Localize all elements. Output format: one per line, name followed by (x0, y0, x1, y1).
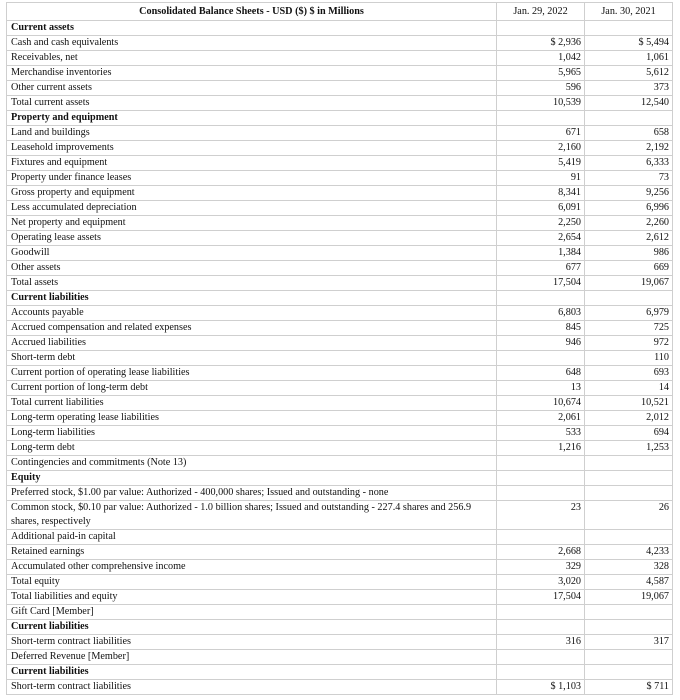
row-label: Gift Card [Member] (7, 605, 497, 620)
value-2022: 845 (497, 321, 585, 336)
value-2021: 6,333 (585, 156, 673, 171)
row-label: Total liabilities and equity (7, 590, 497, 605)
row-label: Other current assets (7, 81, 497, 96)
value-2022: 17,504 (497, 590, 585, 605)
row-label: Leasehold improvements (7, 141, 497, 156)
value-2022: 6,091 (497, 201, 585, 216)
value-2021: 10,521 (585, 396, 673, 411)
value-2021: 12,540 (585, 96, 673, 111)
table-row (7, 575, 673, 590)
row-label: Current liabilities (7, 291, 497, 306)
table-row (7, 51, 673, 66)
value-2021: 317 (585, 635, 673, 650)
value-2021: 972 (585, 336, 673, 351)
value-2021 (585, 605, 673, 620)
row-label: Land and buildings (7, 126, 497, 141)
row-label: Fixtures and equipment (7, 156, 497, 171)
value-2021 (585, 530, 673, 545)
row-label: Receivables, net (7, 51, 497, 66)
value-2021: 19,067 (585, 590, 673, 605)
table-row (7, 321, 673, 336)
row-label: Net property and equipment (7, 216, 497, 231)
value-2021: 1,061 (585, 51, 673, 66)
value-2021 (585, 620, 673, 635)
table-row (7, 186, 673, 201)
value-2022 (497, 620, 585, 635)
row-label: Additional paid-in capital (7, 530, 497, 545)
table-body (7, 21, 673, 695)
value-2021 (585, 665, 673, 680)
table-row (7, 635, 673, 650)
table-row (7, 396, 673, 411)
value-2021: 19,067 (585, 276, 673, 291)
value-2021 (585, 111, 673, 126)
value-2022: 10,539 (497, 96, 585, 111)
row-label: Merchandise inventories (7, 66, 497, 81)
row-label: Current liabilities (7, 665, 497, 680)
value-2022: 13 (497, 381, 585, 396)
table-row (7, 680, 673, 695)
value-2022: 5,965 (497, 66, 585, 81)
value-2022: 10,674 (497, 396, 585, 411)
row-label: Total current liabilities (7, 396, 497, 411)
row-label: Property under finance leases (7, 171, 497, 186)
row-label: Contingencies and commitments (Note 13) (7, 456, 497, 471)
value-2021: 73 (585, 171, 673, 186)
row-label: Current portion of long-term debt (7, 381, 497, 396)
value-2022: $ 2,936 (497, 36, 585, 51)
table-row (7, 21, 673, 36)
header-row (7, 3, 673, 21)
table-row (7, 231, 673, 246)
period-header-2022: Jan. 29, 2022 (497, 3, 585, 21)
row-label: Less accumulated depreciation (7, 201, 497, 216)
table-row (7, 261, 673, 276)
value-2022: 2,160 (497, 141, 585, 156)
value-2022 (497, 471, 585, 486)
value-2021: 2,012 (585, 411, 673, 426)
value-2021: 658 (585, 126, 673, 141)
value-2022: 648 (497, 366, 585, 381)
value-2022: $ 1,103 (497, 680, 585, 695)
value-2022 (497, 530, 585, 545)
value-2021: 694 (585, 426, 673, 441)
value-2021 (585, 291, 673, 306)
value-2022: 677 (497, 261, 585, 276)
table-row (7, 501, 673, 530)
row-label: Operating lease assets (7, 231, 497, 246)
table-row (7, 426, 673, 441)
row-label: Other assets (7, 261, 497, 276)
table-row (7, 471, 673, 486)
value-2022: 671 (497, 126, 585, 141)
value-2022: 2,250 (497, 216, 585, 231)
value-2021 (585, 471, 673, 486)
value-2022: 23 (497, 501, 585, 530)
value-2022: 2,654 (497, 231, 585, 246)
row-label: Accounts payable (7, 306, 497, 321)
row-label: Deferred Revenue [Member] (7, 650, 497, 665)
row-label: Long-term debt (7, 441, 497, 456)
table-row (7, 126, 673, 141)
value-2022 (497, 351, 585, 366)
value-2022: 946 (497, 336, 585, 351)
value-2021: 328 (585, 560, 673, 575)
row-label: Short-term contract liabilities (7, 635, 497, 650)
value-2021 (585, 486, 673, 501)
row-label: Accrued liabilities (7, 336, 497, 351)
row-label: Equity (7, 471, 497, 486)
value-2022: 1,042 (497, 51, 585, 66)
value-2021: 725 (585, 321, 673, 336)
table-row (7, 156, 673, 171)
row-label: Common stock, $0.10 par value: Authorized - 1.0 billion shares; Issued and outstanding - 227.4 shares and 256.9 shares, respectively (7, 501, 497, 530)
row-label: Goodwill (7, 246, 497, 261)
table-row (7, 620, 673, 635)
table-title: Consolidated Balance Sheets - USD ($) $ in Millions (7, 3, 497, 21)
table-row (7, 201, 673, 216)
value-2022: 5,419 (497, 156, 585, 171)
value-2022 (497, 486, 585, 501)
value-2021 (585, 456, 673, 471)
value-2021 (585, 650, 673, 665)
table-row (7, 141, 673, 156)
table-row (7, 81, 673, 96)
row-label: Gross property and equipment (7, 186, 497, 201)
value-2021: 986 (585, 246, 673, 261)
table-row (7, 605, 673, 620)
row-label: Short-term contract liabilities (7, 680, 497, 695)
row-label: Property and equipment (7, 111, 497, 126)
value-2021: 6,996 (585, 201, 673, 216)
row-label: Long-term liabilities (7, 426, 497, 441)
table-row (7, 590, 673, 605)
value-2022 (497, 605, 585, 620)
table-row (7, 276, 673, 291)
row-label: Preferred stock, $1.00 par value: Authorized - 400,000 shares; Issued and outstanding - none (7, 486, 497, 501)
row-label: Accumulated other comprehensive income (7, 560, 497, 575)
row-label: Cash and cash equivalents (7, 36, 497, 51)
table-row (7, 96, 673, 111)
value-2021: 110 (585, 351, 673, 366)
period-header-2021: Jan. 30, 2021 (585, 3, 673, 21)
row-label: Current assets (7, 21, 497, 36)
value-2021: 14 (585, 381, 673, 396)
row-label: Total equity (7, 575, 497, 590)
value-2021: 4,587 (585, 575, 673, 590)
value-2022: 6,803 (497, 306, 585, 321)
value-2022: 316 (497, 635, 585, 650)
table-row (7, 246, 673, 261)
value-2021: 669 (585, 261, 673, 276)
value-2021 (585, 21, 673, 36)
table-row (7, 560, 673, 575)
value-2022: 1,384 (497, 246, 585, 261)
value-2021: 6,979 (585, 306, 673, 321)
value-2022: 329 (497, 560, 585, 575)
value-2022: 91 (497, 171, 585, 186)
value-2022 (497, 456, 585, 471)
value-2021: 1,253 (585, 441, 673, 456)
row-label: Total assets (7, 276, 497, 291)
table-row (7, 650, 673, 665)
table-row (7, 111, 673, 126)
value-2022: 1,216 (497, 441, 585, 456)
value-2022: 596 (497, 81, 585, 96)
table-row (7, 665, 673, 680)
row-label: Accrued compensation and related expenses (7, 321, 497, 336)
value-2022 (497, 111, 585, 126)
row-label: Short-term debt (7, 351, 497, 366)
table-row (7, 171, 673, 186)
value-2022: 8,341 (497, 186, 585, 201)
table-row (7, 36, 673, 51)
value-2022 (497, 291, 585, 306)
value-2022: 3,020 (497, 575, 585, 590)
table-row (7, 456, 673, 471)
table-row (7, 530, 673, 545)
balance-sheet-table (6, 2, 673, 695)
value-2021: 5,612 (585, 66, 673, 81)
table-row (7, 66, 673, 81)
table-row (7, 486, 673, 501)
table-row (7, 366, 673, 381)
value-2021: 2,260 (585, 216, 673, 231)
table-row (7, 216, 673, 231)
value-2022 (497, 650, 585, 665)
row-label: Total current assets (7, 96, 497, 111)
table-row (7, 441, 673, 456)
table-row (7, 411, 673, 426)
value-2021: 2,612 (585, 231, 673, 246)
value-2021: $ 711 (585, 680, 673, 695)
value-2022 (497, 665, 585, 680)
value-2022: 17,504 (497, 276, 585, 291)
value-2022: 2,668 (497, 545, 585, 560)
value-2021: 2,192 (585, 141, 673, 156)
table-row (7, 545, 673, 560)
value-2021: 26 (585, 501, 673, 530)
row-label: Retained earnings (7, 545, 497, 560)
value-2021: 9,256 (585, 186, 673, 201)
table-row (7, 306, 673, 321)
value-2022: 2,061 (497, 411, 585, 426)
value-2021: 693 (585, 366, 673, 381)
table-row (7, 336, 673, 351)
table-row (7, 291, 673, 306)
row-label: Current liabilities (7, 620, 497, 635)
value-2022: 533 (497, 426, 585, 441)
value-2022 (497, 21, 585, 36)
value-2021: 373 (585, 81, 673, 96)
row-label: Long-term operating lease liabilities (7, 411, 497, 426)
value-2021: $ 5,494 (585, 36, 673, 51)
table-row (7, 381, 673, 396)
value-2021: 4,233 (585, 545, 673, 560)
table-row (7, 351, 673, 366)
row-label: Current portion of operating lease liabilities (7, 366, 497, 381)
